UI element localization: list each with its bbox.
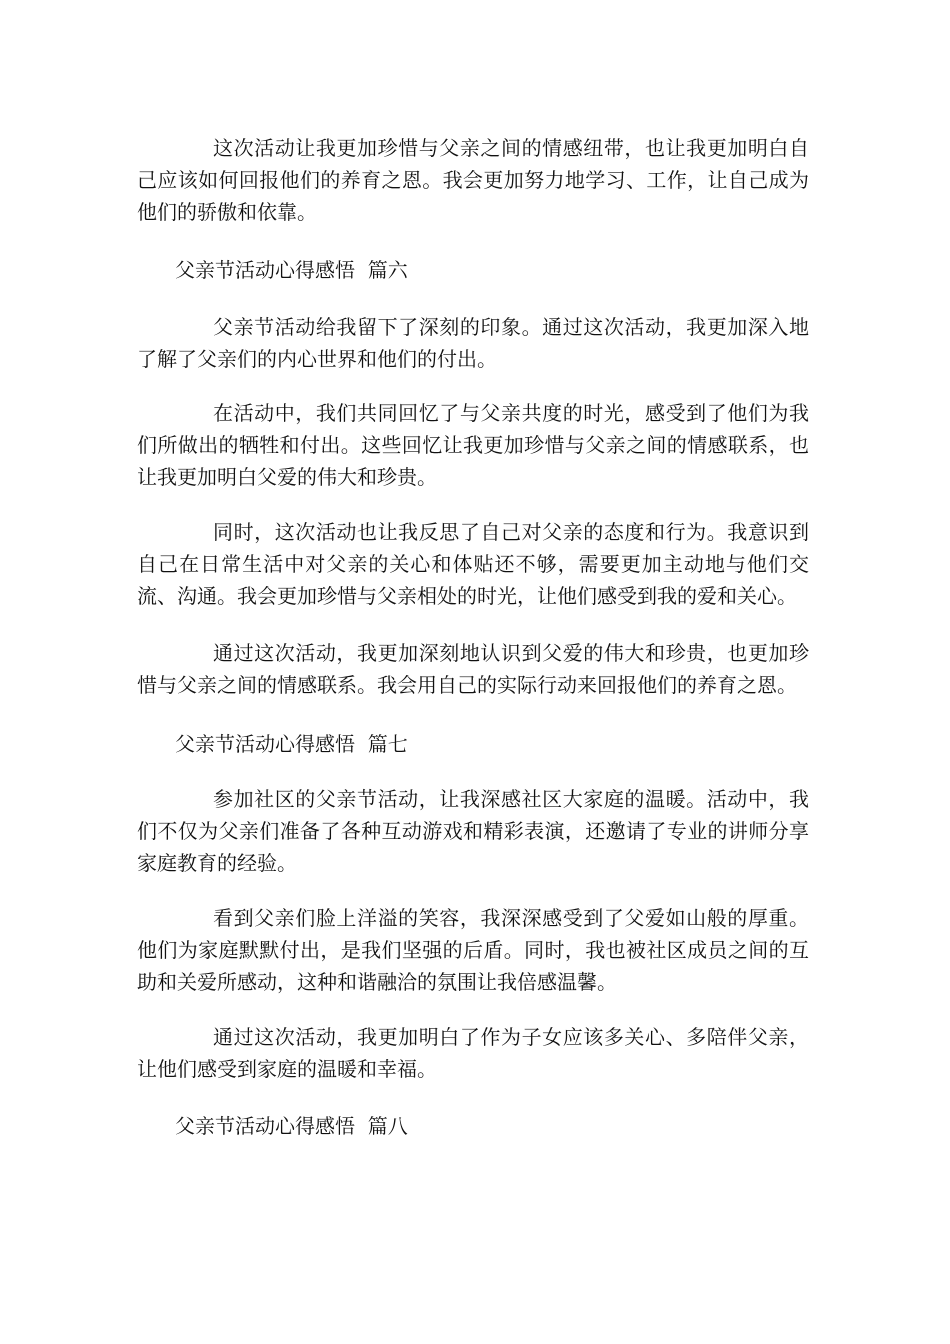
- paragraph-4: 同时，这次活动也让我反思了自己对父亲的态度和行为。我意识到自己在日常生活中对父亲的关心和体贴还不够，需要更加主动地与他们交流、沟通。我会更加珍惜与父亲相处的时光，让他们感受到我的爱和关心。: [137, 520, 809, 608]
- paragraph-6: 参加社区的父亲节活动，让我深感社区大家庭的温暖。活动中，我们不仅为父亲们准备了各种互动游戏和精彩表演，还邀请了专业的讲师分享家庭教育的经验。: [137, 787, 809, 875]
- paragraph-3: 在活动中，我们共同回忆了与父亲共度的时光，感受到了他们为我们所做出的牺牲和付出。这些回忆让我更加珍惜与父亲之间的情感联系，也让我更加明白父爱的伟大和珍贵。: [137, 401, 809, 489]
- paragraph-7: 看到父亲们脸上洋溢的笑容，我深深感受到了父爱如山般的厚重。他们为家庭默默付出，是我们坚强的后盾。同时，我也被社区成员之间的互助和关爱所感动，这种和谐融洽的氛围让我倍感温馨。: [137, 906, 809, 994]
- paragraph-2: 父亲节活动给我留下了深刻的印象。通过这次活动，我更加深入地了解了父亲们的内心世界和他们的付出。: [137, 315, 809, 371]
- paragraph-8: 通过这次活动，我更加明白了作为子女应该多关心、多陪伴父亲，让他们感受到家庭的温暖和幸福。: [137, 1025, 809, 1081]
- section-heading-7: 父亲节活动心得感悟 篇七: [175, 732, 408, 756]
- paragraph-1: 这次活动让我更加珍惜与父亲之间的情感纽带，也让我更加明白自己应该如何回报他们的养育之恩。我会更加努力地学习、工作，让自己成为他们的骄傲和依靠。: [137, 136, 809, 224]
- section-heading-6: 父亲节活动心得感悟 篇六: [175, 258, 408, 282]
- section-heading-8: 父亲节活动心得感悟 篇八: [175, 1114, 408, 1138]
- paragraph-5: 通过这次活动，我更加深刻地认识到父爱的伟大和珍贵，也更加珍惜与父亲之间的情感联系。我会用自己的实际行动来回报他们的养育之恩。: [137, 641, 809, 697]
